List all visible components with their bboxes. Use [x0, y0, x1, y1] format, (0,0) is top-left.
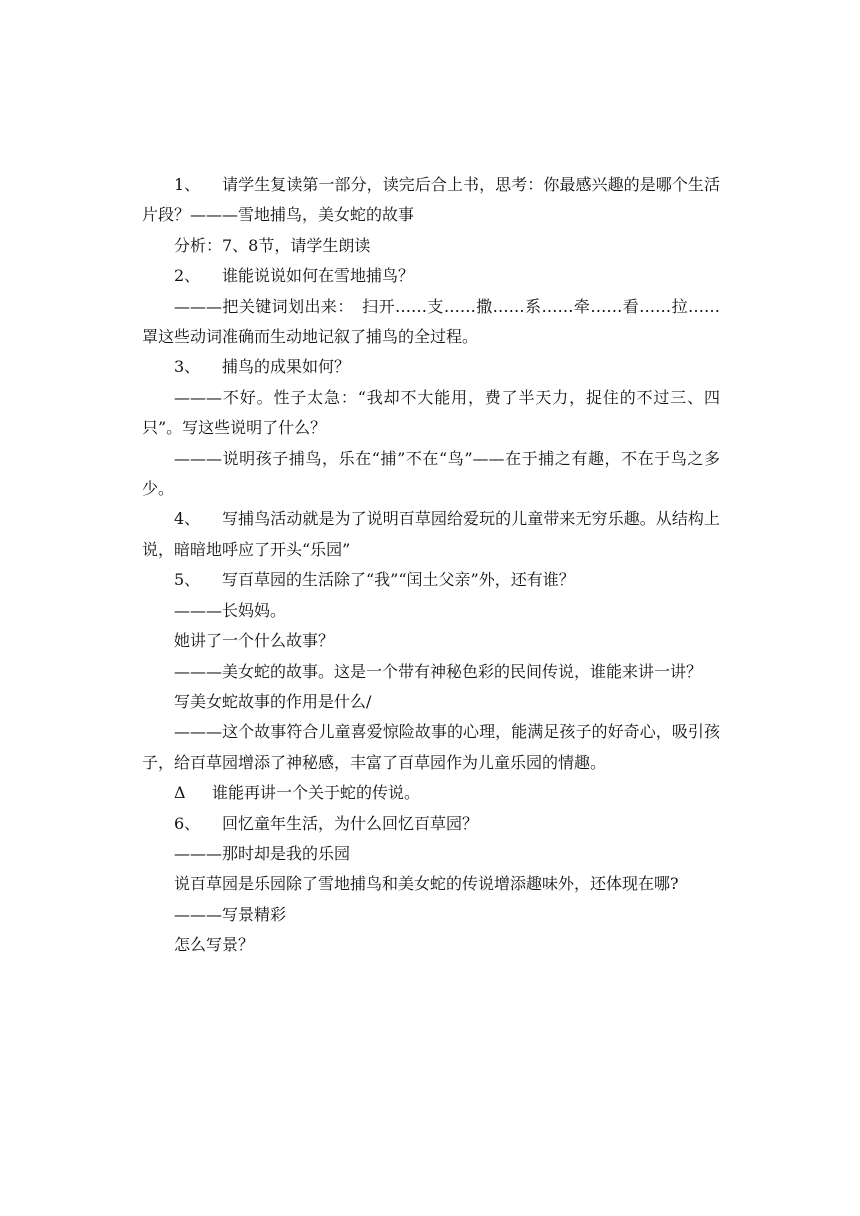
paragraph-text: ———不好。性子太急：“我却不大能用，费了半天力，捉住的不过三、四只”。写这些说明了什么？ — [142, 387, 720, 438]
paragraph-text: 怎么写景？ — [174, 935, 255, 955]
paragraph-number: Δ — [174, 783, 186, 803]
paragraph-text: 她讲了一个什么故事？ — [174, 631, 335, 651]
paragraph — [142, 717, 720, 778]
paragraph — [142, 231, 720, 261]
paragraph-number: 1、 — [174, 175, 201, 194]
paragraph-text: 谁能再讲一个关于蛇的传说。 — [212, 783, 421, 803]
paragraph-text: 谁能说说如何在雪地捕鸟？ — [222, 266, 415, 286]
paragraph-text: ———这个故事符合儿童喜爱惊险故事的心理，能满足孩子的好奇心，吸引孩子，给百草园增添了神秘感，丰富了百草园作为儿童乐园的情趣。 — [142, 722, 720, 772]
paragraph-number: 5、 — [174, 570, 201, 590]
paragraph-number: 4、 — [174, 509, 201, 529]
paragraph — [142, 596, 720, 626]
paragraph-text: ———说明孩子捕鸟，乐在“捕”不在“鸟”——在于捕之有趣，不在于鸟之多少。 — [142, 448, 720, 499]
paragraph — [142, 657, 720, 687]
paragraph — [142, 504, 720, 565]
paragraph-number: 6、 — [174, 813, 201, 833]
paragraph — [142, 626, 720, 656]
paragraph — [142, 565, 720, 595]
paragraph — [142, 292, 720, 353]
paragraph-text: 请学生复读第一部分，读完后合上书，思考：你最感兴趣的是哪个生活片段？———雪地捕鸟，美女蛇的故事 — [142, 175, 720, 225]
document-body — [142, 170, 720, 961]
paragraph-text: 写捕鸟活动就是为了说明百草园给爱玩的儿童带来无穷乐趣。从结构上说，暗暗地呼应了开头“乐园” — [142, 509, 720, 559]
paragraph — [142, 930, 720, 960]
paragraph-number: 3、 — [174, 357, 201, 377]
paragraph-text: ———把关键词划出来： 扫开……支……撒……系……牵……看……拉……罩这些动词准确而生动地记叙了捕鸟的全过程。 — [142, 296, 720, 347]
paragraph — [142, 900, 720, 930]
paragraph — [142, 687, 720, 717]
paragraph-number: 2、 — [174, 266, 201, 286]
paragraph — [142, 352, 720, 382]
paragraph — [142, 444, 720, 505]
paragraph-text: 写美女蛇故事的作用是什么/ — [174, 691, 372, 711]
paragraph — [142, 383, 720, 444]
paragraph — [142, 261, 720, 291]
paragraph — [142, 839, 720, 869]
paragraph-text: 说百草园是乐园除了雪地捕鸟和美女蛇的传说增添趣味外，还体现在哪? — [174, 874, 679, 894]
paragraph-text: 回忆童年生活，为什么回忆百草园？ — [222, 813, 479, 833]
paragraph — [142, 809, 720, 839]
paragraph-text: 捕鸟的成果如何？ — [222, 357, 351, 377]
paragraph — [142, 869, 720, 899]
paragraph-text: ———那时却是我的乐园 — [174, 843, 351, 863]
paragraph-text: ———写景精彩 — [174, 904, 287, 924]
paragraph — [142, 778, 720, 808]
paragraph-text: ———长妈妈。 — [174, 600, 287, 620]
paragraph-text: 写百草园的生活除了“我”“闰土父亲”外，还有谁？ — [222, 570, 575, 590]
paragraph-text: ———美女蛇的故事。这是一个带有神秘色彩的民间传说，谁能来讲一讲？ — [174, 661, 703, 681]
paragraph — [142, 170, 720, 231]
paragraph-text: 分析：7、8节，请学生朗读 — [174, 235, 371, 255]
